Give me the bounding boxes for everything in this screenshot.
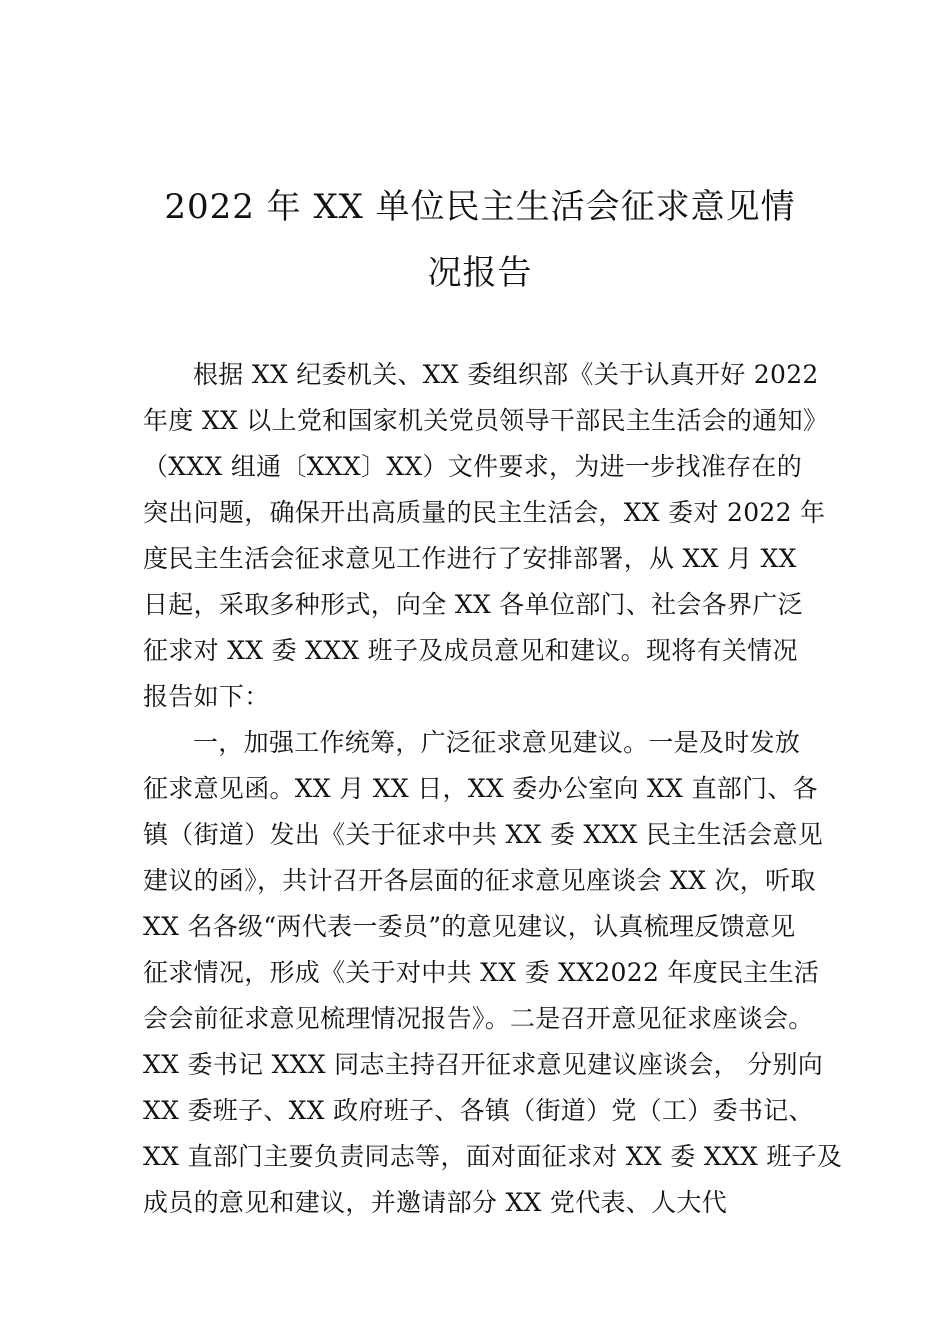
paragraph-line: 成员的意见和建议，并邀请部分 XX 党代表、人大代: [143, 1188, 727, 1217]
paragraph-line: XX 委班子、XX 政府班子、各镇（街道）党（工）委书记、: [143, 1096, 814, 1125]
paragraph-line: 建议的函》，共计召开各层面的征求意见座谈会 XX 次，听取: [143, 866, 816, 895]
paragraph-line: XX 直部门主要负责同志等，面对面征求对 XX 委 XXX 班子及: [143, 1142, 843, 1171]
paragraph-line: 会会前征求意见梳理情况报告》。二是召开意见征求座谈会。: [143, 1004, 814, 1033]
paragraph-line: 突出问题，确保开出高质量的民主生活会，XX 委对 2022 年: [143, 498, 826, 527]
paragraph-line: 镇（街道）发出《关于征求中共 XX 委 XXX 民主生活会意见: [143, 820, 824, 849]
paragraph-line: 征求对 XX 委 XXX 班子及成员意见和建议。现将有关情况: [143, 636, 798, 665]
paragraph-line: 日起，采取多种形式，向全 XX 各单位部门、社会各界广泛: [143, 590, 803, 619]
paragraph-line: 征求情况，形成《关于对中共 XX 委 XX2022 年度民主生活: [143, 958, 820, 987]
paragraph-line: 一，加强工作统筹，广泛征求意见建议。一是及时发放: [193, 728, 801, 757]
paragraph-section-one: [143, 720, 843, 1226]
paragraph-intro: [143, 352, 829, 720]
document-body: [143, 352, 843, 1226]
paragraph-line: 报告如下：: [143, 682, 270, 711]
paragraph-line: 征求意见函。XX 月 XX 日，XX 委办公室向 XX 直部门、各: [143, 774, 818, 803]
document-title: [140, 174, 820, 306]
paragraph-line: （XXX 组通〔XXX〕XX）文件要求，为进一步找准存在的: [143, 452, 803, 481]
paragraph-line: XX 委书记 XXX 同志主持召开征求意见建议座谈会， 分别向: [143, 1050, 824, 1079]
paragraph-line: 根据 XX 纪委机关、XX 委组织部《关于认真开好 2022: [193, 360, 819, 389]
title-line: 2022 年 XX 单位民主生活会征求意见情: [164, 187, 796, 227]
paragraph-line: 度民主生活会征求意见工作进行了安排部署，从 XX 月 XX: [143, 544, 797, 573]
title-line: 况报告: [427, 253, 533, 293]
paragraph-line: 年度 XX 以上党和国家机关党员领导干部民主生活会的通知》: [143, 406, 829, 435]
paragraph-line: XX 名各级“两代表一委员”的意见建议，认真梳理反馈意见: [143, 912, 796, 941]
